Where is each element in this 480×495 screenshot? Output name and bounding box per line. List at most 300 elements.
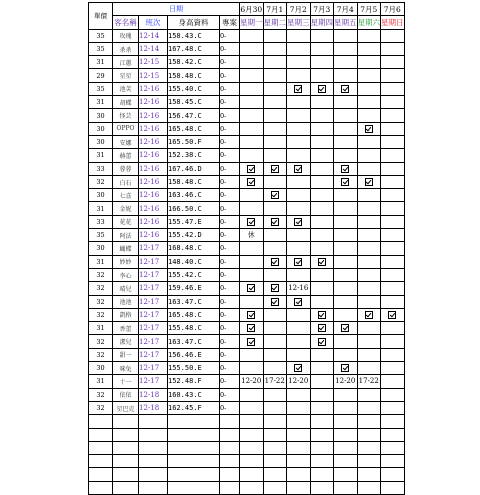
exclusive-cell [220, 481, 240, 494]
day-cell [287, 481, 311, 494]
day-cell [287, 428, 311, 441]
price-cell: 32 [89, 348, 113, 361]
day-cell [310, 162, 334, 175]
body-cell: 166.50.C [168, 202, 220, 215]
day-cell: 12-20 [240, 375, 264, 388]
day-cell [334, 202, 358, 215]
exclusive-cell: 0- [220, 268, 240, 281]
day-cell [381, 322, 405, 335]
day-cell [240, 69, 264, 82]
weekday-header: 星期四 [310, 16, 334, 29]
day-cell [381, 109, 405, 122]
checkbox-checked-icon [287, 255, 311, 268]
checkbox-checked-icon [240, 162, 264, 175]
exclusive-cell [220, 415, 240, 428]
day-cell [357, 56, 381, 69]
exclusive-cell: 0- [220, 322, 240, 335]
day-cell [381, 401, 405, 414]
day-cell [334, 295, 358, 308]
day-cell [381, 428, 405, 441]
exclusive-cell: 0- [220, 82, 240, 95]
day-cell [240, 149, 264, 162]
exclusive-cell: 0- [220, 388, 240, 401]
weekday-header: 星期一 [240, 16, 264, 29]
name-cell [113, 428, 139, 441]
day-cell [381, 29, 405, 42]
body-cell: 162.45.F [168, 401, 220, 414]
checked-box-icon [271, 218, 279, 226]
checked-box-icon [294, 165, 302, 173]
exclusive-cell: 0- [220, 375, 240, 388]
day-cell [263, 322, 287, 335]
checked-box-icon [365, 178, 373, 186]
exclusive-cell [220, 468, 240, 481]
price-cell: 31 [89, 202, 113, 215]
day-cell [334, 468, 358, 481]
price-cell: 33 [89, 215, 113, 228]
day-cell [263, 202, 287, 215]
name-cell: 胡蝶 [113, 96, 139, 109]
body-cell: 155.40.C [168, 82, 220, 95]
day-cell [263, 82, 287, 95]
checkbox-checked-icon [240, 215, 264, 228]
day-cell [381, 335, 405, 348]
day-cell [310, 388, 334, 401]
checkbox-checked-icon [287, 295, 311, 308]
schedule-table [88, 2, 405, 495]
checked-box-icon [247, 338, 255, 346]
class-cell: 12-16 [139, 149, 168, 162]
day-cell [240, 82, 264, 95]
day-cell [357, 388, 381, 401]
price-cell [89, 481, 113, 494]
day-cell: 12-16 [287, 282, 311, 295]
checkbox-checked-icon [287, 162, 311, 175]
body-cell: 165.48.C [168, 122, 220, 135]
name-cell: 杀杀 [113, 42, 139, 55]
name-cell: 花花 [113, 215, 139, 228]
day-cell [263, 122, 287, 135]
class-cell: 12-16 [139, 82, 168, 95]
day-cell [334, 96, 358, 109]
day-cell [310, 202, 334, 215]
day-cell [287, 268, 311, 281]
day-cell [263, 96, 287, 109]
checkbox-checked-icon [310, 255, 334, 268]
body-header: 身高資料 [168, 16, 220, 29]
day-cell [310, 268, 334, 281]
date-header: 7月5 [357, 3, 381, 16]
class-cell: 12-17 [139, 375, 168, 388]
price-cell: 32 [89, 268, 113, 281]
exclusive-cell: 0- [220, 335, 240, 348]
name-cell: 凱格 [113, 308, 139, 321]
name-cell [113, 441, 139, 454]
day-cell [287, 229, 311, 242]
day-cell [287, 468, 311, 481]
exclusive-cell: 0- [220, 348, 240, 361]
checkbox-checked-icon [240, 322, 264, 335]
table-row [89, 149, 405, 162]
name-cell: 香蕾 [113, 322, 139, 335]
body-cell: 160.43.C [168, 388, 220, 401]
day-cell [310, 29, 334, 42]
day-cell [310, 135, 334, 148]
exclusive-cell: 0- [220, 202, 240, 215]
exclusive-cell: 0- [220, 122, 240, 135]
day-cell [381, 162, 405, 175]
body-cell [168, 415, 220, 428]
day-cell [381, 255, 405, 268]
exclusive-cell: 0- [220, 162, 240, 175]
price-cell [89, 455, 113, 468]
exclusive-cell: 0- [220, 189, 240, 202]
body-cell: 163.46.C [168, 189, 220, 202]
day-cell [357, 401, 381, 414]
date-header: 7月1 [263, 3, 287, 16]
name-cell: 晴兒 [113, 282, 139, 295]
day-cell [357, 428, 381, 441]
day-cell [381, 122, 405, 135]
price-cell: 35 [89, 42, 113, 55]
table-row [89, 375, 405, 388]
day-cell [357, 441, 381, 454]
exclusive-cell: 0- [220, 308, 240, 321]
checked-box-icon [294, 85, 302, 93]
name-cell: 十一 [113, 375, 139, 388]
day-cell [263, 388, 287, 401]
body-cell: 158.45.C [168, 96, 220, 109]
name-cell: 白石 [113, 175, 139, 188]
day-cell [357, 295, 381, 308]
exclusive-cell: 0- [220, 96, 240, 109]
day-cell [310, 109, 334, 122]
class-cell: 12-14 [139, 42, 168, 55]
checkbox-checked-icon [263, 215, 287, 228]
day-cell [381, 348, 405, 361]
day-cell [334, 56, 358, 69]
day-cell [240, 109, 264, 122]
day-cell [310, 468, 334, 481]
day-cell [287, 135, 311, 148]
day-cell [357, 242, 381, 255]
day-cell [287, 308, 311, 321]
checked-box-icon [247, 311, 255, 319]
exclusive-cell: 0- [220, 295, 240, 308]
class-cell: 12-16 [139, 229, 168, 242]
day-cell [334, 69, 358, 82]
name-cell [113, 455, 139, 468]
day-cell [287, 175, 311, 188]
exclusive-cell [220, 455, 240, 468]
day-cell [334, 42, 358, 55]
table-row [89, 96, 405, 109]
day-cell [334, 415, 358, 428]
day-cell [287, 122, 311, 135]
name-cell: 江蕙 [113, 56, 139, 69]
class-cell: 12-16 [139, 162, 168, 175]
day-cell [310, 149, 334, 162]
price-cell: 32 [89, 282, 113, 295]
checked-box-icon [365, 125, 373, 133]
class-cell: 12-14 [139, 29, 168, 42]
day-cell [357, 109, 381, 122]
name-cell: 玫瑰 [113, 29, 139, 42]
day-cell [240, 135, 264, 148]
day-cell [240, 255, 264, 268]
day-cell [310, 96, 334, 109]
day-cell [357, 229, 381, 242]
day-cell [310, 175, 334, 188]
checkbox-checked-icon [357, 175, 381, 188]
price-cell: 35 [89, 29, 113, 42]
price-cell: 32 [89, 401, 113, 414]
class-cell: 12-17 [139, 268, 168, 281]
day-cell [240, 428, 264, 441]
class-cell [139, 468, 168, 481]
name-cell: 依依 [113, 388, 139, 401]
class-cell [139, 455, 168, 468]
day-cell [381, 215, 405, 228]
day-cell [334, 455, 358, 468]
table-row [89, 255, 405, 268]
day-cell [334, 135, 358, 148]
day-cell [287, 348, 311, 361]
class-cell [139, 415, 168, 428]
day-cell [287, 415, 311, 428]
body-cell: 158.48.C [168, 175, 220, 188]
exclusive-header: 專案 [220, 16, 240, 29]
day-cell [357, 135, 381, 148]
day-cell [240, 202, 264, 215]
day-cell [263, 56, 287, 69]
day-cell [310, 348, 334, 361]
checkbox-checked-icon [263, 189, 287, 202]
checked-box-icon [341, 85, 349, 93]
day-cell [334, 308, 358, 321]
day-cell [381, 149, 405, 162]
price-cell: 35 [89, 229, 113, 242]
day-cell [287, 401, 311, 414]
name-cell: 金妮 [113, 202, 139, 215]
class-cell: 12-16 [139, 215, 168, 228]
schedule-body [89, 29, 405, 494]
day-cell [381, 135, 405, 148]
table-row [89, 42, 405, 55]
day-cell [334, 215, 358, 228]
checked-box-icon [294, 364, 302, 372]
day-cell [334, 122, 358, 135]
table-row [89, 202, 405, 215]
class-header: 班次 [139, 16, 168, 29]
name-cell: 赫蕾 [113, 149, 139, 162]
day-cell [334, 348, 358, 361]
day-cell [263, 362, 287, 375]
exclusive-cell: 0- [220, 42, 240, 55]
exclusive-cell [220, 428, 240, 441]
checked-box-icon [271, 298, 279, 306]
checked-box-icon [318, 311, 326, 319]
checked-box-icon [318, 338, 326, 346]
day-cell [263, 481, 287, 494]
day-cell [287, 29, 311, 42]
name-cell: 蝴蝶 [113, 242, 139, 255]
price-cell: 29 [89, 69, 113, 82]
day-cell [263, 348, 287, 361]
price-cell: 32 [89, 175, 113, 188]
day-cell [357, 42, 381, 55]
class-cell: 12-16 [139, 202, 168, 215]
day-cell [287, 388, 311, 401]
header-row-labels [89, 16, 405, 29]
checkbox-checked-icon [240, 175, 264, 188]
day-cell [240, 189, 264, 202]
class-cell: 12-16 [139, 109, 168, 122]
day-cell [381, 202, 405, 215]
price-cell: 31 [89, 375, 113, 388]
day-cell [240, 122, 264, 135]
name-cell [113, 468, 139, 481]
day-cell [263, 468, 287, 481]
body-cell: 165.50.F [168, 135, 220, 148]
checkbox-checked-icon [334, 362, 358, 375]
day-cell [287, 441, 311, 454]
day-cell [334, 255, 358, 268]
day-cell [240, 401, 264, 414]
table-row [89, 29, 405, 42]
class-cell: 12-16 [139, 175, 168, 188]
day-cell [334, 428, 358, 441]
body-cell [168, 481, 220, 494]
table-row [89, 56, 405, 69]
exclusive-cell: 0- [220, 29, 240, 42]
day-cell [287, 455, 311, 468]
day-cell [310, 441, 334, 454]
class-cell: 12-17 [139, 362, 168, 375]
day-cell [381, 481, 405, 494]
exclusive-cell: 0- [220, 69, 240, 82]
class-cell: 12-17 [139, 348, 168, 361]
checked-box-icon [341, 178, 349, 186]
weekday-header: 星期三 [287, 16, 311, 29]
day-cell [357, 362, 381, 375]
checkbox-checked-icon [263, 255, 287, 268]
exclusive-cell: 0- [220, 242, 240, 255]
date-header: 7月2 [287, 3, 311, 16]
checked-box-icon [271, 258, 279, 266]
name-cell: 潔兒 [113, 335, 139, 348]
day-cell [334, 229, 358, 242]
header-row-dates [89, 3, 405, 16]
day-cell [334, 401, 358, 414]
day-cell [334, 189, 358, 202]
body-cell: 167.46.D [168, 162, 220, 175]
table-row [89, 468, 405, 481]
table-row [89, 441, 405, 454]
table-row [89, 308, 405, 321]
checked-box-icon [247, 165, 255, 173]
day-cell [310, 229, 334, 242]
day-cell [263, 242, 287, 255]
day-cell: 17-22 [263, 375, 287, 388]
day-cell [240, 295, 264, 308]
checked-box-icon [294, 298, 302, 306]
day-cell [357, 202, 381, 215]
day-cell [357, 481, 381, 494]
name-cell: 蓉蓉 [113, 162, 139, 175]
day-cell [357, 455, 381, 468]
name-cell [113, 481, 139, 494]
day-cell: 17-22 [357, 375, 381, 388]
day-cell [310, 401, 334, 414]
table-row [89, 109, 405, 122]
day-cell [310, 428, 334, 441]
checkbox-checked-icon [287, 215, 311, 228]
day-cell [381, 56, 405, 69]
day-cell [357, 415, 381, 428]
price-cell: 31 [89, 322, 113, 335]
table-row [89, 282, 405, 295]
table-row [89, 428, 405, 441]
body-cell: 155.42.D [168, 229, 220, 242]
body-cell: 152.48.F [168, 375, 220, 388]
day-cell [334, 29, 358, 42]
class-cell: 12-17 [139, 295, 168, 308]
day-cell [334, 282, 358, 295]
day-cell [263, 229, 287, 242]
day-cell [381, 362, 405, 375]
day-cell [310, 282, 334, 295]
body-cell: 158.43.C [168, 29, 220, 42]
checked-box-icon [247, 178, 255, 186]
checked-box-icon [294, 218, 302, 226]
checkbox-checked-icon [287, 362, 311, 375]
checkbox-checked-icon [334, 162, 358, 175]
day-cell [381, 96, 405, 109]
checkbox-checked-icon [310, 335, 334, 348]
weekday-header: 星期六 [357, 16, 381, 29]
checkbox-checked-icon [263, 162, 287, 175]
table-row [89, 335, 405, 348]
day-cell [263, 308, 287, 321]
table-row [89, 455, 405, 468]
body-cell: 163.47.C [168, 335, 220, 348]
table-row [89, 242, 405, 255]
day-cell [357, 162, 381, 175]
name-header: 客名稱 [113, 16, 139, 29]
weekday-header: 星期五 [334, 16, 358, 29]
class-cell: 12-17 [139, 322, 168, 335]
exclusive-cell: 0- [220, 149, 240, 162]
checked-box-icon [294, 258, 302, 266]
class-cell: 12-17 [139, 335, 168, 348]
checked-box-icon [341, 364, 349, 372]
body-cell: 168.48.C [168, 242, 220, 255]
exclusive-cell: 0- [220, 229, 240, 242]
name-cell: 星星 [113, 69, 139, 82]
day-cell [381, 388, 405, 401]
table-row [89, 135, 405, 148]
exclusive-cell [220, 441, 240, 454]
exclusive-cell: 0- [220, 282, 240, 295]
day-cell [381, 82, 405, 95]
day-cell [334, 109, 358, 122]
price-cell [89, 428, 113, 441]
checkbox-checked-icon [357, 122, 381, 135]
day-cell [381, 415, 405, 428]
body-cell: 158.48.C [168, 69, 220, 82]
day-cell [357, 29, 381, 42]
